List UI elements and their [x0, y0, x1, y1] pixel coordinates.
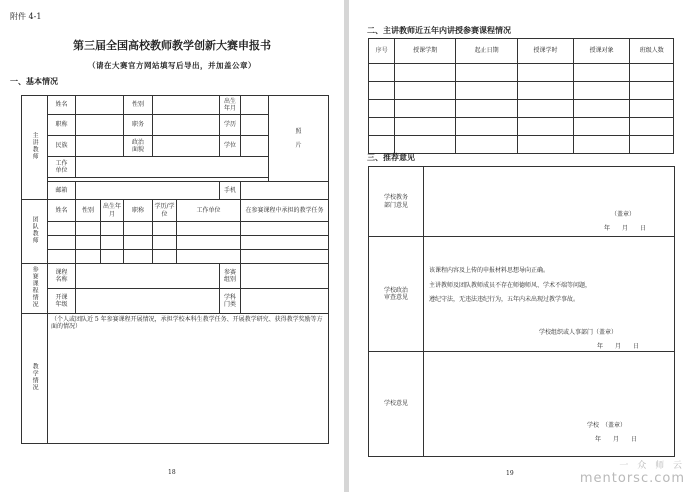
watermark-en: mentorsc.com [579, 471, 685, 486]
history-cell[interactable] [518, 100, 574, 118]
history-cell[interactable] [395, 136, 456, 154]
col-dates: 起止日期 [456, 39, 518, 64]
history-cell[interactable] [395, 118, 456, 136]
history-cell[interactable] [630, 100, 674, 118]
category-field[interactable] [241, 264, 329, 289]
section-recommendation: 三、推荐意见 [367, 152, 415, 162]
degree-label: 学位 [220, 136, 241, 157]
page-number-right: 19 [506, 470, 514, 477]
team-cell[interactable] [124, 236, 153, 250]
team-cell[interactable] [153, 250, 177, 264]
edu-label: 学历 [220, 115, 241, 136]
history-cell[interactable] [518, 82, 574, 100]
history-cell[interactable] [630, 136, 674, 154]
discipline-field[interactable] [241, 289, 329, 314]
political-seal: 学校组织或人事部门（盖章） [539, 329, 618, 336]
team-header-degree: 学历/学位 [153, 200, 177, 222]
team-cell[interactable] [101, 250, 124, 264]
team-cell[interactable] [48, 236, 76, 250]
history-cell[interactable] [456, 118, 518, 136]
history-cell[interactable] [518, 64, 574, 82]
school-opinion-label: 学校意见 [369, 352, 424, 457]
term-label: 开课 年级 [48, 289, 76, 314]
history-cell[interactable] [573, 136, 630, 154]
team-header-title: 职称 [124, 200, 153, 222]
form-subtitle: （请在大赛官方网站填写后导出，并加盖公章） [88, 61, 256, 70]
org-field[interactable] [76, 157, 269, 178]
team-cell[interactable] [241, 222, 329, 236]
lecturer-group-label: 主讲教师 [31, 132, 39, 161]
team-header-org: 工作单位 [177, 200, 241, 222]
course-history-table [368, 38, 674, 154]
team-header-birth: 出生年月 [101, 200, 124, 222]
team-cell[interactable] [76, 222, 101, 236]
team-header-task: 在参赛课程中承担的教学任务 [241, 200, 329, 222]
team-cell[interactable] [48, 250, 76, 264]
name-field[interactable] [76, 96, 124, 115]
course-name-field[interactable] [76, 264, 220, 289]
history-cell[interactable] [369, 64, 395, 82]
history-cell[interactable] [395, 82, 456, 100]
birth-field[interactable] [241, 96, 269, 115]
team-cell[interactable] [241, 236, 329, 250]
teaching-group-label: 教学情况 [31, 363, 39, 392]
course-group-label: 参赛课程情况 [31, 266, 39, 309]
col-audience: 授课对象 [573, 39, 630, 64]
col-class-size: 班级人数 [630, 39, 674, 64]
term-field[interactable] [76, 289, 220, 314]
history-cell[interactable] [573, 64, 630, 82]
team-cell[interactable] [76, 250, 101, 264]
category-label: 参赛 组别 [220, 264, 241, 289]
degree-field[interactable] [241, 136, 269, 157]
duty-field[interactable] [153, 115, 220, 136]
team-header-name: 姓名 [48, 200, 76, 222]
history-cell[interactable] [369, 100, 395, 118]
history-cell[interactable] [573, 82, 630, 100]
form-title: 第三届全国高校教师教学创新大赛申报书 [73, 39, 271, 52]
history-cell[interactable] [573, 118, 630, 136]
gender-field[interactable] [153, 96, 220, 115]
team-cell[interactable] [76, 236, 101, 250]
history-cell[interactable] [630, 64, 674, 82]
name-label: 姓名 [48, 96, 76, 115]
birth-label: 出生 年月 [220, 96, 241, 115]
attachment-label: 附件 4-1 [10, 12, 42, 21]
team-cell[interactable] [177, 250, 241, 264]
political-field[interactable] [153, 136, 220, 157]
team-group-label: 团队教师 [31, 216, 39, 245]
basic-info-table [21, 95, 329, 444]
course-name-label: 课程 名称 [48, 264, 76, 289]
political-statement-2: 主讲教师及团队教师成员不存在师德师风、学术不端等问题， [429, 282, 592, 289]
history-cell[interactable] [395, 64, 456, 82]
team-cell[interactable] [153, 236, 177, 250]
political-statement-3: 遵纪守法，无违法违纪行为，五年内未出现过教学事故。 [429, 296, 580, 303]
title-label: 职称 [48, 115, 76, 136]
history-cell[interactable] [369, 82, 395, 100]
academic-date: 年 月 日 [604, 225, 647, 232]
team-cell[interactable] [177, 222, 241, 236]
history-cell[interactable] [456, 100, 518, 118]
gender-label: 性别 [124, 96, 153, 115]
political-label: 政治 面貌 [124, 136, 153, 157]
teaching-field[interactable] [48, 314, 329, 444]
section-basic-info: 一、基本情况 [10, 76, 58, 86]
email-field[interactable] [76, 182, 220, 200]
school-date: 年 月 日 [595, 436, 638, 443]
watermark-cn: 一 众 师 云 [619, 461, 685, 471]
academic-seal: （盖章） [611, 211, 636, 218]
team-cell[interactable] [124, 250, 153, 264]
history-cell[interactable] [518, 118, 574, 136]
col-term: 授课学期 [395, 39, 456, 64]
page-18 [0, 0, 344, 492]
history-cell[interactable] [573, 100, 630, 118]
team-header-gender: 性别 [76, 200, 101, 222]
team-cell[interactable] [101, 222, 124, 236]
discipline-label: 学科 门类 [220, 289, 241, 314]
team-cell[interactable] [177, 236, 241, 250]
col-hours: 授课学时 [518, 39, 574, 64]
ethnic-label: 民族 [48, 136, 76, 157]
history-cell[interactable] [369, 136, 395, 154]
history-cell[interactable] [456, 82, 518, 100]
phone-field[interactable] [241, 182, 329, 200]
section-course-history: 二、主讲教师近五年内讲授参赛课程情况 [367, 25, 511, 35]
team-cell[interactable] [101, 236, 124, 250]
duty-label: 职务 [124, 115, 153, 136]
page-19 [349, 0, 693, 492]
history-cell[interactable] [630, 118, 674, 136]
photo-box[interactable]: 照 片 [269, 96, 329, 182]
teaching-note: （个人或团队近 5 年参赛课程开展情况，承担学校本科生教学任务、开展教学研究、获得教学奖励等方面的情况） [51, 316, 323, 331]
edu-field[interactable] [241, 115, 269, 136]
org-label: 工作 单位 [48, 157, 76, 178]
team-cell[interactable] [124, 222, 153, 236]
ethnic-field[interactable] [76, 136, 124, 157]
history-cell[interactable] [456, 136, 518, 154]
history-cell[interactable] [395, 100, 456, 118]
watermark [580, 458, 685, 486]
political-statement-1: 该课程内容及上传的申报材料思想导向正确。 [429, 267, 550, 274]
political-date: 年 月 日 [597, 343, 640, 350]
history-cell[interactable] [630, 82, 674, 100]
team-cell[interactable] [48, 222, 76, 236]
history-cell[interactable] [369, 118, 395, 136]
political-review-label: 学校政治 审查意见 [369, 237, 424, 352]
email-label: 邮箱 [48, 182, 76, 200]
team-cell[interactable] [153, 222, 177, 236]
phone-label: 手机 [220, 182, 241, 200]
team-cell[interactable] [241, 250, 329, 264]
page-number-left: 18 [168, 469, 176, 476]
academic-opinion-label: 学校教务 部门意见 [369, 167, 424, 237]
title-field[interactable] [76, 115, 124, 136]
history-cell[interactable] [456, 64, 518, 82]
history-cell[interactable] [518, 136, 574, 154]
col-seq: 序号 [369, 39, 395, 64]
school-seal: 学校 （盖章） [587, 422, 627, 429]
